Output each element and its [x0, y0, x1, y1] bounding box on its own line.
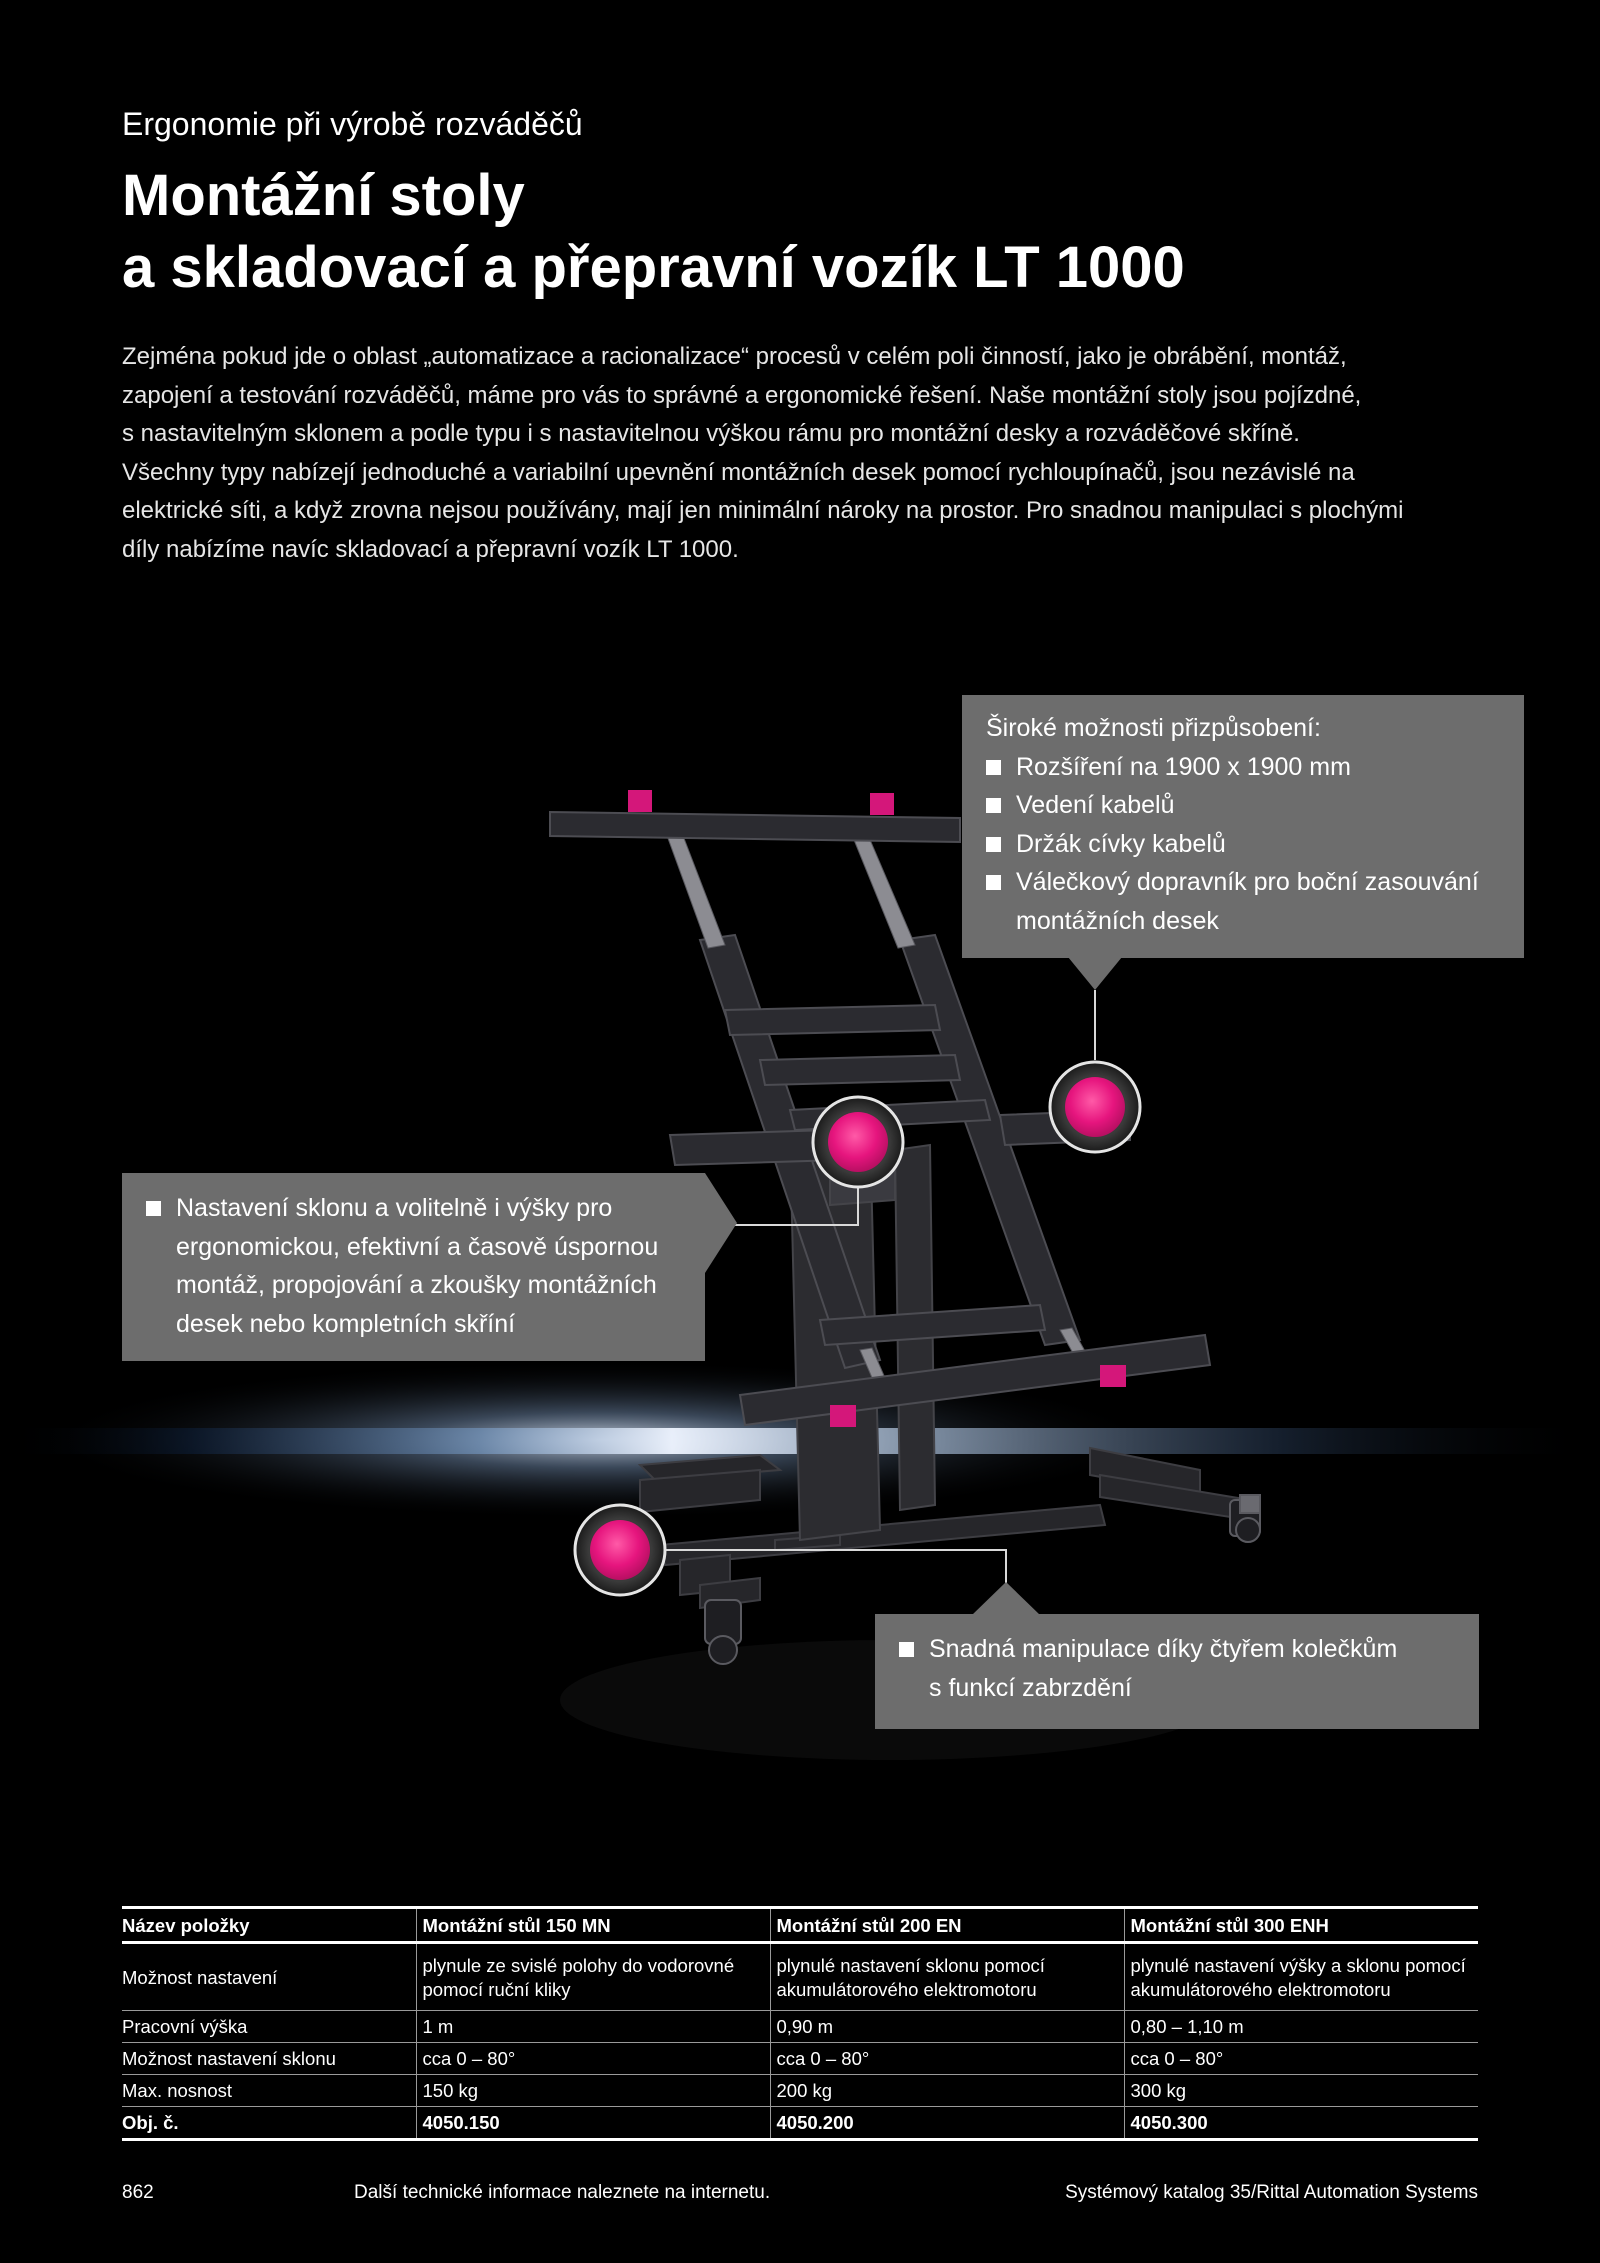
table-header: Název položky: [122, 1908, 416, 1943]
cell-line: plynulé nastavení výšky a sklonu pomocí: [1130, 1955, 1466, 1976]
page-title: [122, 160, 1185, 304]
callout-wheels: [875, 1614, 1479, 1729]
cell-line: akumulátorového elektromotoru: [1130, 1979, 1391, 2000]
table-cell: cca 0 – 80°: [1124, 2043, 1478, 2075]
callout-bullet: Rozšíření na 1900 x 1900 mm: [986, 748, 1504, 787]
intro-line: Všechny typy nabízejí jednoduché a variabilní upevnění montážních desek pomocí rychloupínačů, jsou nezávislé na: [122, 458, 1355, 486]
cell-line: plynule ze svislé polohy do vodorovné: [422, 1955, 735, 1976]
callout-pointer: [972, 1582, 1040, 1615]
hotspot-customization[interactable]: [1050, 1062, 1140, 1152]
callout-bullet: Snadná manipulace díky čtyřem kolečkům: [899, 1630, 1457, 1669]
table-cell: 4050.200: [770, 2107, 1124, 2140]
callout-pointer: [1068, 957, 1122, 990]
hotspot-tilt[interactable]: [813, 1097, 903, 1187]
table-header-row: [122, 1908, 1478, 1943]
table-cell: 150 kg: [416, 2075, 770, 2107]
cell-line: pomocí ruční kliky: [422, 1979, 571, 2000]
callout-customization: [962, 695, 1524, 958]
table-cell: Max. nosnost: [122, 2075, 416, 2107]
table-cell: 4050.150: [416, 2107, 770, 2140]
top-clamp-bar: [550, 790, 960, 842]
table-header: Montážní stůl 200 EN: [770, 1908, 1124, 1943]
callout-line: s funkcí zabrzdění: [929, 1673, 1132, 1702]
table-cell: 0,90 m: [770, 2011, 1124, 2043]
intro-line: zapojení a testování rozváděčů, máme pro vás to správné a ergonomické řešení. Naše montážní stoly jsou pojízdné,: [122, 381, 1362, 409]
callout-tilt: [122, 1173, 705, 1361]
table-row: [122, 2043, 1478, 2075]
table-cell: 200 kg: [770, 2075, 1124, 2107]
page-kicker: Ergonomie při výrobě rozváděčů: [122, 106, 583, 142]
callout-bullet: Vedení kabelů: [986, 786, 1504, 825]
callout-heading: Široké možnosti přizpůsobení:: [986, 714, 1321, 742]
title-line-1: Montážní stoly: [122, 163, 525, 228]
callout-bullet: Nastavení sklonu a volitelně i výšky pro: [146, 1189, 683, 1228]
callout-line: montáž, propojování a zkoušky montážních: [176, 1271, 657, 1299]
table-cell: [1124, 1943, 1478, 2011]
callout-line: ergonomickou, efektivní a časově úspornou: [176, 1232, 659, 1261]
cell-line: plynulé nastavení sklonu pomocí: [776, 1955, 1045, 1976]
title-line-2: a skladovací a přepravní vozík LT 1000: [122, 235, 1185, 300]
table-row: [122, 1943, 1478, 2011]
intro-paragraph: [122, 338, 1462, 569]
table-cell: Možnost nastavení sklonu: [122, 2043, 416, 2075]
intro-line: Zejména pokud jde o oblast „automatizace a racionalizace“ procesů v celém poli činností, jako je obrábění, montáž,: [122, 343, 1347, 370]
table-cell: [770, 1943, 1124, 2011]
table-cell: 4050.300: [1124, 2107, 1478, 2140]
table-cell: [416, 1943, 770, 2011]
table-row: [122, 2011, 1478, 2043]
cell-line: akumulátorového elektromotoru: [776, 1979, 1037, 2000]
intro-line: díly nabízíme navíc skladovací a přepravní vozík LT 1000.: [122, 535, 739, 563]
table-row: [122, 2107, 1478, 2140]
footer-note: Další technické informace naleznete na internetu.: [354, 2182, 771, 2203]
table-cell: Pracovní výška: [122, 2011, 416, 2043]
intro-line: elektrické síti, a když zrovna nejsou používány, mají jen minimální nároky na prostor. Pro snadnou manipulaci s plochými: [122, 497, 1404, 524]
footer-catalog: Systémový katalog 35/Rittal Automation Systems: [1065, 2182, 1478, 2203]
table-header: Montážní stůl 300 ENH: [1124, 1908, 1478, 1943]
table-cell: cca 0 – 80°: [416, 2043, 770, 2075]
spec-table: [122, 1906, 1478, 2141]
table-cell: 1 m: [416, 2011, 770, 2043]
table-cell: Možnost nastavení: [122, 1943, 416, 2011]
callout-bullet: Držák cívky kabelů: [986, 825, 1504, 864]
table-cell: 300 kg: [1124, 2075, 1478, 2107]
hotspot-wheels[interactable]: [575, 1505, 665, 1595]
table-cell: 0,80 – 1,10 m: [1124, 2011, 1478, 2043]
table-header: Montážní stůl 150 MN: [416, 1908, 770, 1943]
table-cell: Obj. č.: [122, 2107, 416, 2140]
table-cell: cca 0 – 80°: [770, 2043, 1124, 2075]
callout-continuation: montážních desek: [1016, 906, 1219, 935]
page-number: 862: [122, 2182, 154, 2203]
callout-pointer: [705, 1173, 737, 1273]
callout-line: desek nebo kompletních skříní: [176, 1309, 516, 1338]
callout-bullet: Válečkový dopravník pro boční zasouvání: [986, 863, 1504, 902]
table-row: [122, 2075, 1478, 2107]
intro-line: s nastavitelným sklonem a podle typu i s nastavitelnou výškou rámu pro montážní desky a rozváděčové skříně.: [122, 420, 1300, 447]
